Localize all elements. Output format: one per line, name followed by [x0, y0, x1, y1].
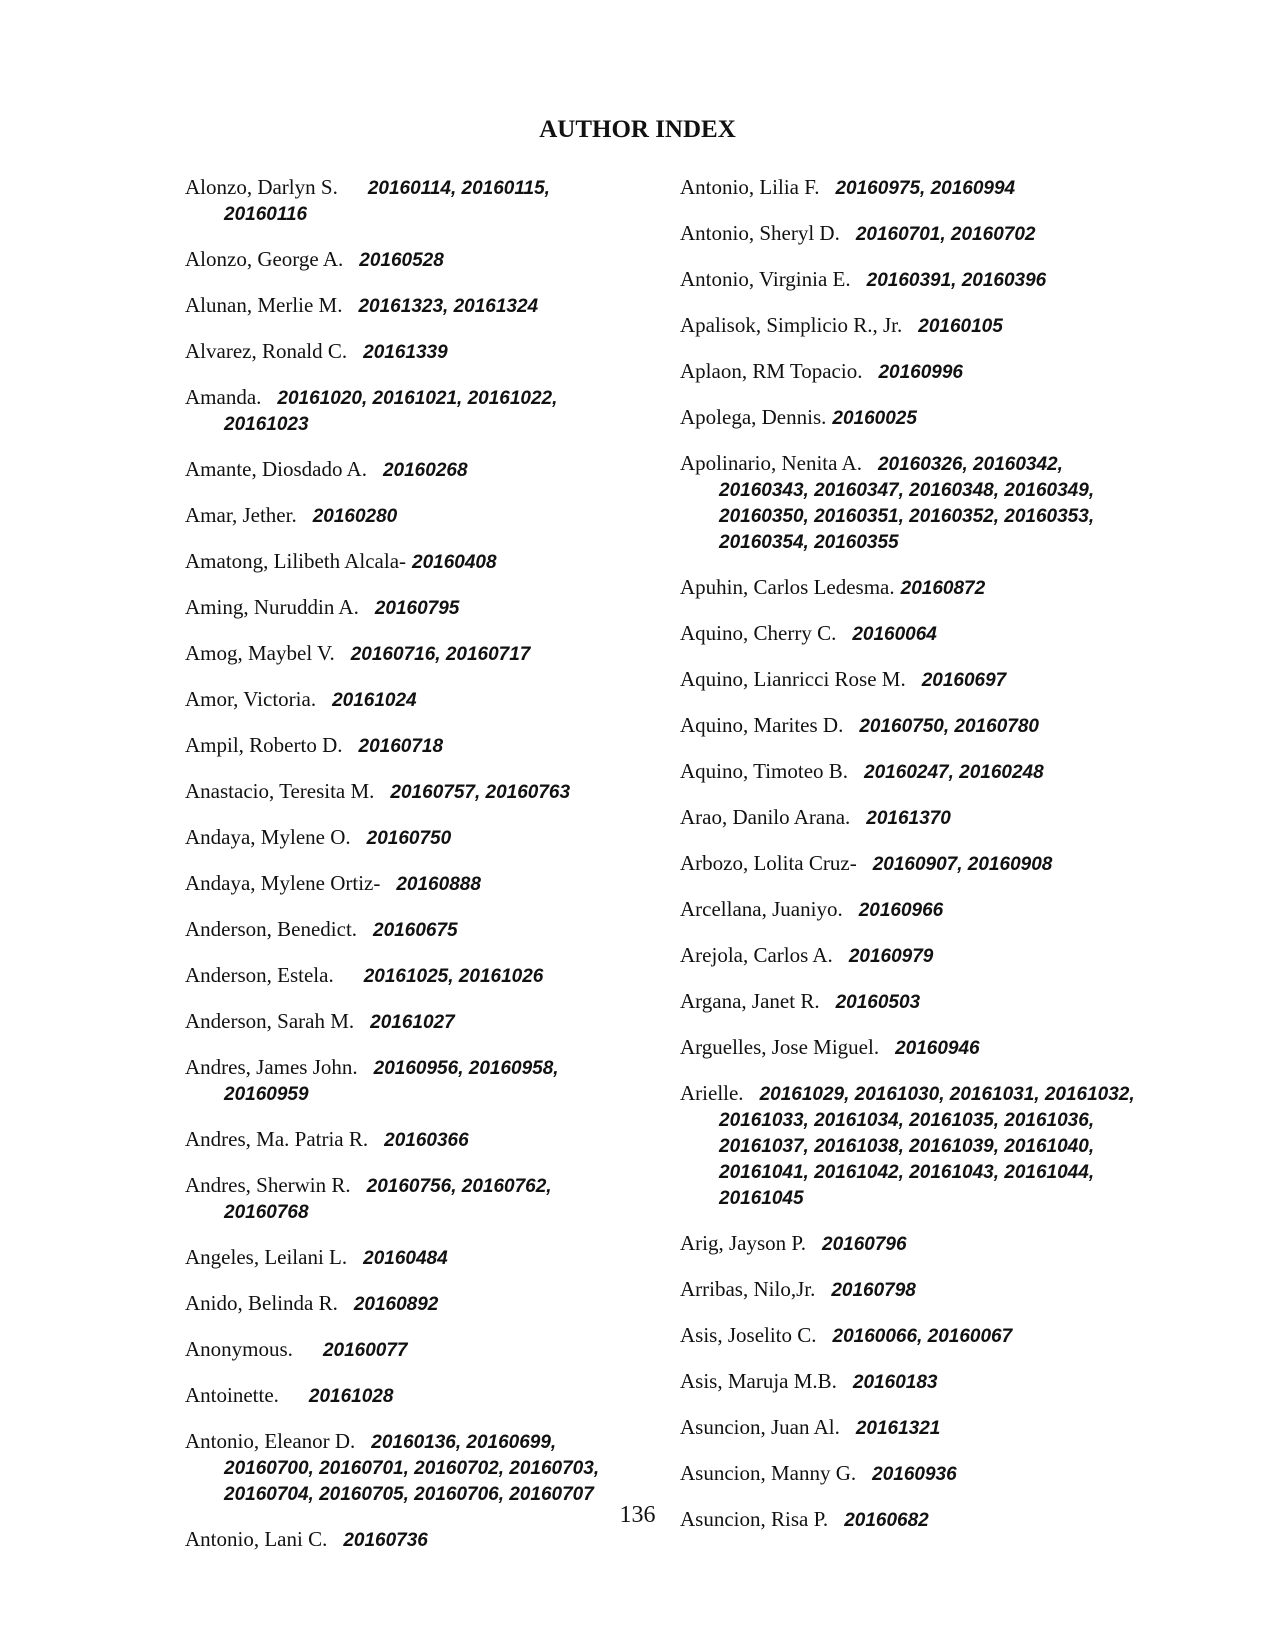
- index-entry: [680, 221, 1150, 247]
- author-name: Antonio, Lani C.: [185, 1527, 328, 1551]
- index-entry: [185, 733, 635, 759]
- record-codes: 20161025, 20161026: [363, 966, 544, 987]
- record-codes: 20160484: [363, 1248, 448, 1269]
- record-codes: 20160750: [366, 828, 452, 849]
- index-entry: [680, 989, 1150, 1015]
- record-codes: 20161027: [370, 1012, 455, 1033]
- index-entry: [185, 1127, 635, 1153]
- record-codes: 20160996: [878, 362, 964, 383]
- record-codes: 20160136, 20160699, 20160700, 20160701, 20160702, 20160703, 20160704, 20160705, 20160706, 20160707: [224, 1432, 600, 1505]
- index-entry: [185, 1055, 635, 1107]
- author-name: Anderson, Estela.: [185, 963, 334, 987]
- record-codes: 20160907, 20160908: [872, 854, 1053, 875]
- author-name: Arribas, Nilo,Jr.: [680, 1277, 816, 1301]
- record-codes: 20160366: [384, 1130, 469, 1151]
- author-name: Asuncion, Risa P.: [680, 1507, 829, 1531]
- index-entry: [680, 1461, 1150, 1487]
- author-name: Amar, Jether.: [185, 503, 297, 527]
- author-name: Apolega, Dennis.: [680, 405, 827, 429]
- record-codes: 20160718: [358, 736, 444, 757]
- index-entry: [680, 313, 1150, 339]
- index-entry: [680, 1081, 1150, 1211]
- index-entry: [680, 575, 1150, 601]
- author-name: Amanda.: [185, 385, 262, 409]
- author-name: Antonio, Virginia E.: [680, 267, 851, 291]
- author-name: Amante, Diosdado A.: [185, 457, 367, 481]
- index-entry: [185, 595, 635, 621]
- record-codes: 20160798: [831, 1280, 916, 1301]
- record-codes: 20160675: [373, 920, 458, 941]
- record-codes: 20160966: [858, 900, 944, 921]
- author-name: Arcellana, Juaniyo.: [680, 897, 843, 921]
- index-entry: [185, 457, 635, 483]
- author-name: Arig, Jayson P.: [680, 1231, 807, 1255]
- index-entry: [185, 175, 635, 227]
- author-name: Asuncion, Juan Al.: [680, 1415, 840, 1439]
- index-entry: [680, 1323, 1150, 1349]
- index-entry: [185, 293, 635, 319]
- index-entry: [680, 1415, 1150, 1441]
- author-name: Andres, Sherwin R.: [185, 1173, 351, 1197]
- record-codes: 20160757, 20160763: [390, 782, 571, 803]
- record-codes: 20161370: [866, 808, 951, 829]
- record-codes: 20160979: [848, 946, 934, 967]
- author-name: Antonio, Lilia F.: [680, 175, 820, 199]
- author-name: Anido, Belinda R.: [185, 1291, 338, 1315]
- author-name: Aplaon, RM Topacio.: [680, 359, 863, 383]
- author-name: Andres, Ma. Patria R.: [185, 1127, 369, 1151]
- index-entry: [185, 779, 635, 805]
- author-name: Amatong, Lilibeth Alcala-: [185, 549, 407, 573]
- index-entry: [680, 759, 1150, 785]
- index-entry: [680, 805, 1150, 831]
- record-codes: 20160892: [353, 1294, 439, 1315]
- record-codes: 20160408: [412, 552, 497, 573]
- record-codes: 20160956, 20160958, 20160959: [224, 1058, 559, 1105]
- author-name: Andaya, Mylene Ortiz-: [185, 871, 381, 895]
- index-entry: [185, 641, 635, 667]
- author-name: Antonio, Sheryl D.: [680, 221, 840, 245]
- index-entry: [185, 1383, 635, 1409]
- index-entry: [680, 621, 1150, 647]
- author-name: Asis, Joselito C.: [680, 1323, 817, 1347]
- index-entry: [680, 451, 1150, 555]
- author-name: Apolinario, Nenita A.: [680, 451, 862, 475]
- index-entry: [185, 963, 635, 989]
- index-entry: [680, 851, 1150, 877]
- record-codes: 20161323, 20161324: [358, 296, 539, 317]
- index-entry: [185, 1245, 635, 1271]
- author-name: Anderson, Benedict.: [185, 917, 358, 941]
- record-codes: 20160247, 20160248: [864, 762, 1044, 783]
- index-column-left: [185, 175, 635, 1573]
- record-codes: 20160697: [921, 670, 1007, 691]
- record-codes: 20160105: [918, 316, 1003, 337]
- author-name: Anderson, Sarah M.: [185, 1009, 355, 1033]
- author-name: Amog, Maybel V.: [185, 641, 335, 665]
- record-codes: 20160936: [872, 1464, 957, 1485]
- record-codes: 20161028: [308, 1386, 394, 1407]
- author-name: Antoinette.: [185, 1383, 279, 1407]
- record-codes: 20160326, 20160342, 20160343, 20160347, 20160348, 20160349, 20160350, 20160351, 20160352, 20160353, 20160354, 20160355: [719, 454, 1095, 553]
- author-name: Aquino, Cherry C.: [680, 621, 837, 645]
- record-codes: 20161029, 20161030, 20161031, 20161032, 20161033, 20161034, 20161035, 20161036, 20161037, 20161038, 20161039, 20161040, 20161041, 20161042, 20161043, 20161044, 20161045: [719, 1084, 1135, 1209]
- record-codes: 20160716, 20160717: [350, 644, 531, 665]
- author-name: Alunan, Merlie M.: [185, 293, 343, 317]
- record-codes: 20160025: [832, 408, 917, 429]
- index-entry: [185, 1337, 635, 1363]
- record-codes: 20160736: [343, 1530, 428, 1551]
- record-codes: 20160503: [835, 992, 921, 1013]
- record-codes: 20160114, 20160115, 20160116: [224, 178, 550, 225]
- index-entry: [185, 247, 635, 273]
- index-entry: [185, 917, 635, 943]
- record-codes: 20161339: [363, 342, 448, 363]
- page-title: AUTHOR INDEX: [539, 116, 736, 143]
- author-name: Aquino, Timoteo B.: [680, 759, 849, 783]
- index-entry: [185, 1291, 635, 1317]
- record-codes: 20160066, 20160067: [832, 1326, 1013, 1347]
- author-name: Ampil, Roberto D.: [185, 733, 343, 757]
- author-name: Arejola, Carlos A.: [680, 943, 833, 967]
- record-codes: 20160946: [895, 1038, 980, 1059]
- record-codes: 20160888: [396, 874, 481, 895]
- record-codes: 20160268: [382, 460, 468, 481]
- index-entry: [680, 1231, 1150, 1257]
- author-name: Arguelles, Jose Miguel.: [680, 1035, 880, 1059]
- author-name: Andaya, Mylene O.: [185, 825, 351, 849]
- author-name: Aquino, Lianricci Rose M.: [680, 667, 906, 691]
- index-entry: [185, 503, 635, 529]
- record-codes: 20160756, 20160762, 20160768: [224, 1176, 552, 1223]
- index-entry: [680, 713, 1150, 739]
- index-entry: [680, 359, 1150, 385]
- author-name: Arao, Danilo Arana.: [680, 805, 851, 829]
- author-name: Arbozo, Lolita Cruz-: [680, 851, 857, 875]
- author-name: Alonzo, George A.: [185, 247, 344, 271]
- author-name: Aquino, Marites D.: [680, 713, 844, 737]
- index-entry: [185, 1429, 635, 1507]
- author-name: Andres, James John.: [185, 1055, 358, 1079]
- record-codes: 20160064: [852, 624, 937, 645]
- index-entry: [680, 175, 1150, 201]
- record-codes: 20160682: [844, 1510, 929, 1531]
- record-codes: 20160701, 20160702: [855, 224, 1036, 245]
- index-entry: [185, 1527, 635, 1553]
- index-entry: [680, 943, 1150, 969]
- index-entry: [185, 687, 635, 713]
- index-column-right: [680, 175, 1150, 1553]
- author-name: Arielle.: [680, 1081, 744, 1105]
- record-codes: 20161321: [855, 1418, 941, 1439]
- index-entry: [185, 339, 635, 365]
- author-name: Apuhin, Carlos Ledesma.: [680, 575, 895, 599]
- record-codes: 20161020, 20161021, 20161022, 20161023: [224, 388, 558, 435]
- record-codes: 20160795: [374, 598, 460, 619]
- index-entry: [185, 1173, 635, 1225]
- index-entry: [185, 825, 635, 851]
- author-name: Asuncion, Manny G.: [680, 1461, 857, 1485]
- author-name: Apalisok, Simplicio R., Jr.: [680, 313, 903, 337]
- author-name: Alonzo, Darlyn S.: [185, 175, 338, 199]
- index-entry: [680, 1277, 1150, 1303]
- index-entry: [680, 1369, 1150, 1395]
- index-entry: [680, 1035, 1150, 1061]
- index-entry: [185, 1009, 635, 1035]
- record-codes: 20160975, 20160994: [835, 178, 1016, 199]
- author-name: Amor, Victoria.: [185, 687, 317, 711]
- record-codes: 20160391, 20160396: [866, 270, 1047, 291]
- author-name: Aming, Nuruddin A.: [185, 595, 359, 619]
- author-name: Anastacio, Teresita M.: [185, 779, 375, 803]
- index-entry: [185, 871, 635, 897]
- author-name: Anonymous.: [185, 1337, 293, 1361]
- author-name: Antonio, Eleanor D.: [185, 1429, 356, 1453]
- record-codes: 20160796: [822, 1234, 907, 1255]
- record-codes: 20160280: [312, 506, 398, 527]
- record-codes: 20160750, 20160780: [859, 716, 1039, 737]
- record-codes: 20161024: [332, 690, 417, 711]
- record-codes: 20160077: [322, 1340, 408, 1361]
- record-codes: 20160528: [359, 250, 444, 271]
- page-number: 136: [619, 1502, 656, 1528]
- record-codes: 20160183: [852, 1372, 938, 1393]
- index-entry: [680, 667, 1150, 693]
- index-entry: [680, 405, 1150, 431]
- index-entry: [680, 267, 1150, 293]
- index-entry: [185, 549, 635, 575]
- author-name: Alvarez, Ronald C.: [185, 339, 348, 363]
- author-name: Asis, Maruja M.B.: [680, 1369, 837, 1393]
- author-name: Argana, Janet R.: [680, 989, 820, 1013]
- index-entry: [185, 385, 635, 437]
- author-name: Angeles, Leilani L.: [185, 1245, 348, 1269]
- record-codes: 20160872: [900, 578, 986, 599]
- index-entry: [680, 897, 1150, 923]
